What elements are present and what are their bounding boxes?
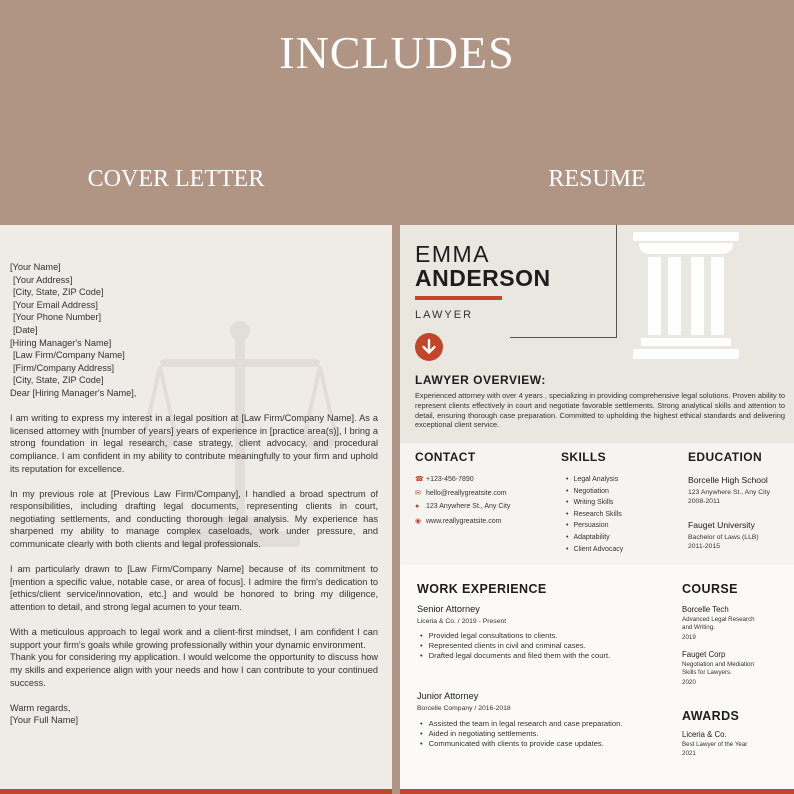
location-pin-icon: ●: [415, 503, 420, 510]
education-detail: Bachelor of Laws (LLB): [688, 534, 759, 541]
email-text: hello@reallygreatsite.com: [426, 490, 507, 497]
awards-title: AWARDS: [682, 709, 740, 723]
email-icon: ✉: [415, 490, 421, 497]
award-year: 2021: [682, 750, 696, 757]
pillar-icon: [633, 232, 739, 360]
contact-address: [415, 503, 510, 510]
cover-paragraph: Thank you for considering my application. I would welcome the opportunity to discuss how my skills and experience align with your needs and how I can contribute to your continued success.: [10, 652, 378, 688]
skill-item: • Legal Analysis: [566, 474, 623, 486]
work-experience-title: WORK EXPERIENCE: [417, 582, 547, 596]
cover-header-line: [Your Address]: [13, 274, 73, 285]
globe-icon: ◉: [415, 518, 422, 525]
arrow-down-badge: [415, 333, 443, 361]
cover-paragraph: I am writing to express my interest in a legal position at [Law Firm/Company Name]. As a licensed attorney with [number of years] years of experience in [practice area(s)], I bring a strong foundation in legal research, case strategy, client advocacy, and procedural compliance. I am confident in my ability to contribute meaningfully to your firm and uphold its reputation for excellence.: [10, 413, 378, 474]
cover-paragraph: I am particularly drawn to [Law Firm/Company Name] because of its commitment to [mention a specific value, notable case, or area of focus]. I admire the firm's dedication to [ethics/client service/innovation, etc.] and would be honored to bring my diligence, attention to detail, and strong legal acumen to your team.: [10, 564, 378, 613]
job-bullet: • Drafted legal documents and filed them with the court.: [417, 651, 610, 661]
cover-header-line: [City, State, ZIP Code]: [13, 375, 104, 386]
skill-item: • Persuasion: [566, 520, 623, 532]
phone-text: +123-456-7890: [426, 476, 474, 483]
job-bullet: • Assisted the team in legal research and case preparation.: [417, 719, 622, 729]
contact-website: [415, 517, 501, 525]
cover-letter-label: COVER LETTER: [87, 166, 265, 192]
education-detail: 123 Anywhere St., Any City: [688, 489, 770, 496]
cover-signature: [Your Full Name]: [10, 715, 79, 726]
resume-label: RESUME: [548, 166, 646, 192]
course-detail: and Writing.: [682, 624, 715, 631]
cover-letter-body: [10, 261, 378, 727]
resume-accent-bar: [400, 789, 794, 794]
arrow-down-icon: [415, 333, 443, 361]
course-title: COURSE: [682, 582, 738, 596]
first-name: EMMA: [415, 241, 490, 267]
resume-page: [400, 225, 794, 794]
job-role: LAWYER: [415, 309, 474, 321]
phone-icon: ☎: [415, 476, 424, 483]
cover-header-line: [Your Name]: [10, 262, 61, 272]
cover-letter-page: [0, 225, 392, 794]
education-years: 2008-2011: [688, 498, 720, 505]
course-detail: Skills for Lawyers.: [682, 669, 732, 676]
award-organization: Liceria & Co.: [682, 730, 727, 739]
skill-item: • Client Advocacy: [566, 544, 623, 556]
cover-header-line: [Law Firm/Company Name]: [13, 350, 125, 361]
course-detail: Negotiation and Mediation: [682, 661, 754, 668]
job-title: Junior Attorney: [417, 691, 479, 701]
job-bullet: • Aided in negotiating settlements.: [417, 729, 622, 739]
name-accent-bar: [415, 296, 502, 300]
cover-header-line: [Hiring Manager's Name]: [10, 337, 112, 348]
job-bullet: • Communicated with clients to provide case updates.: [417, 739, 622, 749]
overview-title: LAWYER OVERVIEW:: [415, 373, 546, 387]
job-bullet: • Provided legal consultations to clients.: [417, 631, 610, 641]
cover-salutation: Dear [Hiring Manager's Name],: [10, 387, 137, 398]
skill-item: • Negotiation: [566, 486, 623, 498]
job-title: Senior Attorney: [417, 604, 480, 614]
job-bullets: [417, 719, 622, 749]
website-text: www.reallygreatsite.com: [426, 518, 502, 525]
skills-title: SKILLS: [561, 450, 607, 464]
cover-header-line: [Your Phone Number]: [13, 312, 102, 323]
job-bullets: [417, 631, 610, 661]
cover-paragraph: In my previous role at [Previous Law Firm/Company], I handled a broad spectrum of responsibilities, including drafting legal documents, representing clients in court, negotiating settlements, and conducting thorough legal analysis. My experience has sharpened my ability to manage complex caseloads, work under pressure, and communicate clearly with both clients and legal professionals.: [10, 488, 378, 550]
cover-header-line: [City, State, ZIP Code]: [13, 287, 104, 298]
skill-item: • Research Skills: [566, 509, 623, 521]
skill-item: • Adaptability: [566, 532, 623, 544]
header-divider-vertical: [616, 225, 617, 337]
job-company: Borcelle Company / 2016-2018: [417, 705, 511, 712]
education-school: Borcelle High School: [688, 475, 768, 485]
education-years: 2011-2015: [688, 543, 720, 550]
skill-item: • Writing Skills: [566, 497, 623, 509]
address-text: 123 Anywhere St., Any City: [426, 503, 511, 510]
education-title: EDUCATION: [688, 450, 763, 464]
contact-title: CONTACT: [415, 450, 476, 464]
course-provider: Fauget Corp: [682, 650, 726, 659]
last-name: ANDERSON: [415, 265, 551, 291]
course-year: 2020: [682, 679, 696, 686]
education-school: Fauget University: [688, 520, 755, 530]
course-detail: Advanced Legal Research: [682, 616, 755, 623]
cover-header-line: [Your Email Address]: [13, 299, 98, 310]
overview-text: Experienced attorney with over 4 years , specializing in providing comprehensive legal solutions. Proven ability to represent clients effectively in court and negotiate favorable settlements. Strong analytical skills and attention to detail, ensuring thorough case preparation. Committed to upholding the highest ethical standards and delivering exceptional client service.: [415, 391, 785, 430]
contact-email: [415, 489, 507, 497]
course-year: 2019: [682, 634, 696, 641]
cover-header-line: [Firm/Company Address]: [13, 362, 115, 373]
job-company: Liceria & Co. / 2019 - Present: [417, 618, 507, 625]
cover-accent-bar: [0, 789, 392, 794]
cover-closing: Warm regards,: [10, 702, 71, 713]
banner-title: INCLUDES: [279, 27, 515, 78]
cover-header-line: [Date]: [13, 324, 38, 335]
award-name: Best Lawyer of the Year: [682, 741, 748, 748]
skills-list: [566, 474, 623, 555]
header-divider-horizontal: [510, 337, 617, 338]
job-bullet: • Represented clients in civil and criminal cases.: [417, 641, 610, 651]
resume-lower-panel: [400, 565, 794, 794]
cover-paragraph: With a meticulous approach to legal work and a client-first mindset, I am confident I can support your firm's goals while growing professionally within your dynamic environment.: [10, 627, 378, 650]
contact-phone: [415, 475, 474, 483]
course-provider: Borcelle Tech: [682, 605, 729, 614]
